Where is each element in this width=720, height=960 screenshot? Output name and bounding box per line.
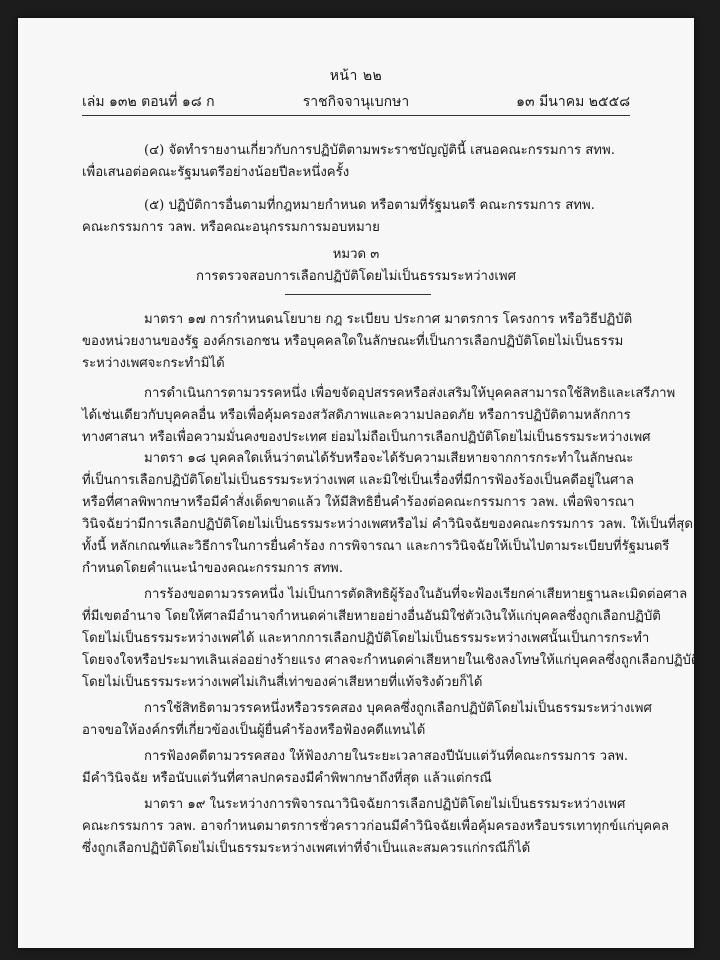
section-18-para-2: [82, 584, 700, 694]
item-5: [82, 195, 634, 239]
gazette-page: [18, 18, 700, 948]
text-line: หรือที่ศาลพิพากษาหรือมีคำสั่งเด็ดขาดแล้ว ให้มีสิทธิยื่นคำร้องต่อคณะกรรมการ วลพ. เพื่อพิจารณา: [82, 495, 635, 510]
text-line: มาตรา ๑๙ ในระหว่างการพิจารณาวินิจฉัยการเลือกปฏิบัติโดยไม่เป็นธรรมระหว่างเพศ: [144, 797, 626, 812]
text-line: (๔) จัดทำรายงานเกี่ยวกับการปฏิบัติตามพระราชบัญญัตินี้ เสนอคณะกรรมการ สทพ.: [144, 143, 615, 158]
volume-info: เล่ม ๑๓๒ ตอนที่ ๑๘ ก: [82, 94, 215, 110]
chapter-number: หมวด ๓: [332, 247, 380, 262]
text-line: การดำเนินการตามวรรคหนึ่ง เพื่อขจัดอุปสรรคหรือส่งเสริมให้บุคคลสามารถใช้สิทธิและเสรีภาพ: [144, 386, 676, 401]
item-4: [82, 140, 634, 184]
text-line: ซึ่งถูกเลือกปฏิบัติโดยไม่เป็นธรรมระหว่างเพศเท่าที่จำเป็นและสมควรแก่กรณีก็ได้: [82, 841, 531, 856]
chapter-divider: [285, 294, 431, 295]
section-18-para-1: [82, 448, 693, 580]
text-line: โดยไม่เป็นธรรมระหว่างเพศได้ และหากการเลือกปฏิบัติโดยไม่เป็นธรรมระหว่างเพศนั้นเป็นการกระทำ: [82, 631, 650, 646]
header-divider: [82, 115, 630, 116]
text-line: ได้เช่นเดียวกับบุคคลอื่น หรือเพื่อคุ้มครองสวัสดิภาพและความปลอดภัย หรือการปฏิบัติตามหลักการ: [82, 408, 631, 423]
text-line: ที่มีเขตอำนาจ โดยให้ศาลมีอำนาจกำหนดค่าเสียหายอย่างอื่นอันมิใช่ตัวเงินให้แก่บุคคลซึ่งถูกเลือกปฏิบัติ: [82, 609, 661, 624]
text-line: โดยจงใจหรือประมาทเลินเล่ออย่างร้ายแรง ศาลจะกำหนดค่าเสียหายในเชิงลงโทษให้แก่บุคคลซึ่งถูกเลือกปฏิบัติ: [82, 653, 700, 668]
text-line: การฟ้องคดีตามวรรคสอง ให้ฟ้องภายในระยะเวลาสองปีนับแต่วันที่คณะกรรมการ วลพ.: [144, 749, 629, 764]
section-18-para-4: [82, 746, 634, 790]
text-line: กำหนดโดยคำแนะนำของคณะกรรมการ สทพ.: [82, 561, 343, 576]
section-19: [82, 794, 669, 860]
publication-date: ๑๓ มีนาคม ๒๕๕๘: [516, 94, 630, 110]
chapter-heading: [82, 244, 630, 288]
text-line: มาตรา ๑๗ การกำหนดนโยบาย กฎ ระเบียบ ประกาศ มาตรการ โครงการ หรือวิธีปฏิบัติ: [144, 312, 633, 327]
text-line: คณะกรรมการ วลพ. อาจกำหนดมาตรการชั่วคราวก่อนมีคำวินิจฉัยเพื่อคุ้มครองหรือบรรเทาทุกข์แก่บุคคล: [82, 819, 669, 834]
text-line: (๕) ปฏิบัติการอื่นตามที่กฎหมายกำหนด หรือตามที่รัฐมนตรี คณะกรรมการ สทพ.: [144, 198, 595, 213]
text-line: ที่เป็นการเลือกปฏิบัติโดยไม่เป็นธรรมระหว่างเพศ และมิใช่เป็นเรื่องที่มีการฟ้องร้องเป็นคดีอยู่ในศาล: [82, 473, 634, 488]
text-line: มีคำวินิจฉัย หรือนับแต่วันที่ศาลปกครองมีคำพิพากษาถึงที่สุด แล้วแต่กรณี: [82, 771, 492, 786]
text-line: เพื่อเสนอต่อคณะรัฐมนตรีอย่างน้อยปีละหนึ่งครั้ง: [82, 165, 350, 180]
gazette-header: [82, 91, 630, 113]
page-number: หน้า ๒๒: [329, 68, 383, 84]
chapter-title: การตรวจสอบการเลือกปฏิบัติโดยไม่เป็นธรรมระหว่างเพศ: [196, 269, 516, 284]
gazette-title: ราชกิจจานุเบกษา: [302, 94, 410, 110]
text-line: โดยไม่เป็นธรรมระหว่างเพศไม่เกินสี่เท่าของค่าเสียหายที่แท้จริงด้วยก็ได้: [82, 675, 483, 690]
text-line: คณะกรรมการ วลพ. หรือคณะอนุกรรมการมอบหมาย: [82, 220, 380, 235]
text-line: มาตรา ๑๘ บุคคลใดเห็นว่าตนได้รับหรือจะได้รับความเสียหายจากการกระทำในลักษณะ: [144, 451, 634, 466]
text-line: วินิจฉัยว่ามีการเลือกปฏิบัติโดยไม่เป็นธรรมระหว่างเพศหรือไม่ คำวินิจฉัยของคณะกรรมการ วลพ. ให้เป็นที่สุด: [82, 517, 693, 532]
text-line: การร้องขอตามวรรคหนึ่ง ไม่เป็นการตัดสิทธิผู้ร้องในอันที่จะฟ้องเรียกค่าเสียหายฐานละเมิดต่อศาล: [144, 587, 688, 602]
section-17-para-2: [82, 383, 676, 449]
text-line: ทั้งนี้ หลักเกณฑ์และวิธีการในการยื่นคำร้อง การพิจารณา และการวินิจฉัยให้เป็นไปตามระเบียบที่รัฐมนตรี: [82, 539, 670, 554]
text-line: อาจขอให้องค์กรที่เกี่ยวข้องเป็นผู้ยื่นคำร้องหรือฟ้องคดีแทนได้: [82, 723, 426, 738]
text-line: ของหน่วยงานของรัฐ องค์กรเอกชน หรือบุคคลใดในลักษณะที่เป็นการเลือกปฏิบัติโดยไม่เป็นธรรม: [82, 334, 624, 349]
section-18-para-3: [82, 698, 652, 742]
text-line: การใช้สิทธิตามวรรคหนึ่งหรือวรรคสอง บุคคลซึ่งถูกเลือกปฏิบัติโดยไม่เป็นธรรมระหว่างเพศ: [144, 701, 652, 716]
text-line: ทางศาสนา หรือเพื่อความมั่นคงของประเทศ ย่อมไม่ถือเป็นการเลือกปฏิบัติโดยไม่เป็นธรรมระหว่างเพศ: [82, 430, 651, 445]
section-17-para-1: [82, 309, 634, 375]
text-line: ระหว่างเพศจะกระทำมิได้: [82, 356, 225, 371]
